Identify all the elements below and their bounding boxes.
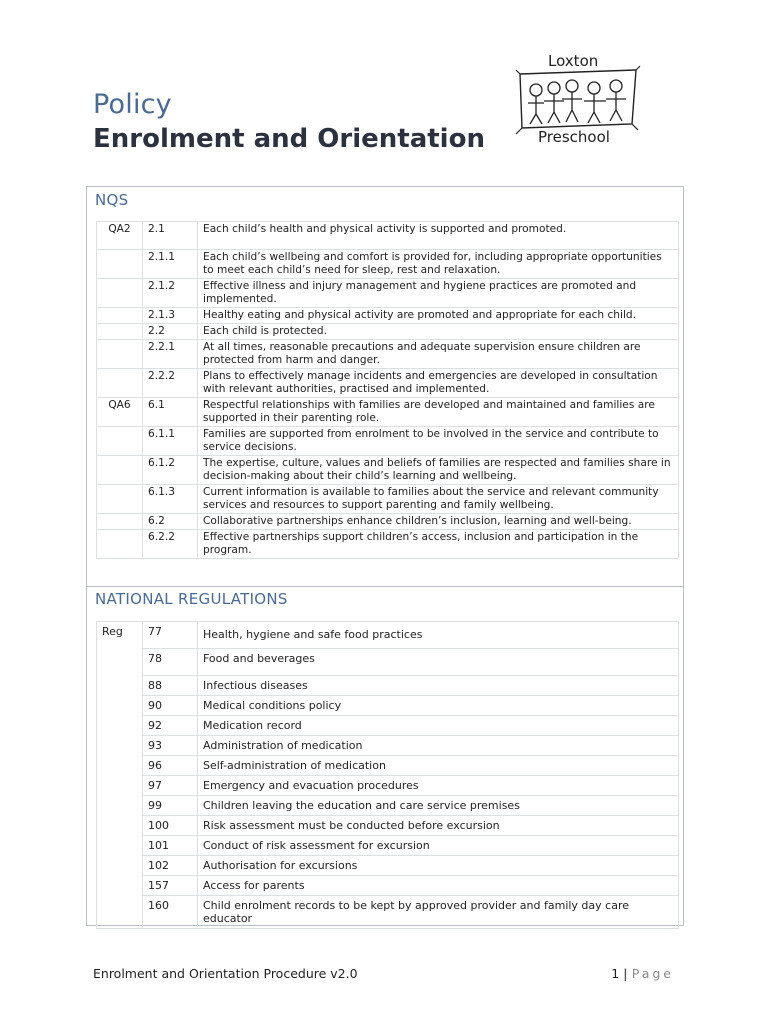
quality-area-cell bbox=[97, 485, 143, 514]
quality-area-cell bbox=[97, 279, 143, 308]
standard-code-cell: 2.2 bbox=[143, 324, 198, 340]
preschool-logo bbox=[514, 46, 642, 146]
table-row bbox=[97, 736, 679, 756]
standard-code-cell: 2.1.3 bbox=[143, 308, 198, 324]
table-row bbox=[97, 776, 679, 796]
page-separator: | bbox=[623, 966, 628, 981]
standard-code-cell: 6.1.3 bbox=[143, 485, 198, 514]
reg-number-cell: 92 bbox=[143, 716, 198, 736]
standard-code-cell: 6.1.1 bbox=[143, 427, 198, 456]
reg-number-cell: 88 bbox=[143, 676, 198, 696]
reg-number-cell: 93 bbox=[143, 736, 198, 756]
logo-drawing bbox=[514, 46, 642, 146]
table-row bbox=[97, 369, 679, 398]
standard-code-cell: 2.1.1 bbox=[143, 250, 198, 279]
reg-text-cell: Risk assessment must be conducted before excursion bbox=[198, 816, 679, 836]
quality-area-cell bbox=[97, 308, 143, 324]
reg-number-cell: 102 bbox=[143, 856, 198, 876]
table-row bbox=[97, 485, 679, 514]
reg-text-cell: Medication record bbox=[198, 716, 679, 736]
standard-code-cell: 6.1 bbox=[143, 398, 198, 427]
reg-text-cell: Children leaving the education and care service premises bbox=[198, 796, 679, 816]
table-row bbox=[97, 856, 679, 876]
quality-area-cell bbox=[97, 456, 143, 485]
standard-text-cell: Respectful relationships with families are developed and maintained and families are supported in their parenting role. bbox=[198, 398, 679, 427]
standard-text-cell: Each child’s health and physical activity is supported and promoted. bbox=[198, 222, 679, 250]
quality-area-cell bbox=[97, 340, 143, 369]
table-row bbox=[97, 250, 679, 279]
reg-label-cell: Reg bbox=[97, 622, 143, 929]
table-row bbox=[97, 649, 679, 676]
standard-text-cell: Effective illness and injury management and hygiene practices are promoted and implemented. bbox=[198, 279, 679, 308]
quality-area-cell: QA2 bbox=[97, 222, 143, 250]
policy-label: Policy bbox=[93, 89, 172, 120]
standard-text-cell: At all times, reasonable precautions and adequate supervision ensure children are protected from harm and danger. bbox=[198, 340, 679, 369]
nqs-section bbox=[86, 186, 684, 586]
standard-text-cell: Each child’s wellbeing and comfort is provided for, including appropriate opportunities to meet each child’s need for sleep, rest and relaxation. bbox=[198, 250, 679, 279]
reg-number-cell: 78 bbox=[143, 649, 198, 676]
document-heading bbox=[93, 88, 485, 156]
footer-page-number bbox=[611, 966, 674, 981]
table-row bbox=[97, 796, 679, 816]
reg-number-cell: 97 bbox=[143, 776, 198, 796]
regulations-section bbox=[86, 586, 684, 926]
quality-area-cell bbox=[97, 250, 143, 279]
table-row bbox=[97, 324, 679, 340]
document-title: Enrolment and Orientation bbox=[93, 124, 485, 154]
table-row bbox=[97, 398, 679, 427]
table-row bbox=[97, 676, 679, 696]
table-row bbox=[97, 876, 679, 896]
standard-code-cell: 6.2.2 bbox=[143, 530, 198, 559]
table-row bbox=[97, 456, 679, 485]
reg-text-cell: Self-administration of medication bbox=[198, 756, 679, 776]
reg-text-cell: Authorisation for excursions bbox=[198, 856, 679, 876]
reg-number-cell: 101 bbox=[143, 836, 198, 856]
standard-code-cell: 2.2.2 bbox=[143, 369, 198, 398]
standard-text-cell: Healthy eating and physical activity are promoted and appropriate for each child. bbox=[198, 308, 679, 324]
reg-text-cell: Access for parents bbox=[198, 876, 679, 896]
reg-number-cell: 77 bbox=[143, 622, 198, 649]
regulations-section-title: NATIONAL REGULATIONS bbox=[95, 590, 288, 608]
table-row bbox=[97, 816, 679, 836]
page-number: 1 bbox=[611, 966, 620, 981]
reg-text-cell: Infectious diseases bbox=[198, 676, 679, 696]
standard-text-cell: Families are supported from enrolment to be involved in the service and contribute to service decisions. bbox=[198, 427, 679, 456]
reg-text-cell: Conduct of risk assessment for excursion bbox=[198, 836, 679, 856]
standard-code-cell: 6.2 bbox=[143, 514, 198, 530]
table-row bbox=[97, 222, 679, 250]
table-row bbox=[97, 696, 679, 716]
table-row bbox=[97, 279, 679, 308]
standard-code-cell: 2.1.2 bbox=[143, 279, 198, 308]
reg-text-cell: Health, hygiene and safe food practices bbox=[198, 622, 679, 649]
reg-text-cell: Emergency and evacuation procedures bbox=[198, 776, 679, 796]
nqs-section-title: NQS bbox=[95, 191, 129, 209]
quality-area-cell: QA6 bbox=[97, 398, 143, 427]
quality-area-cell bbox=[97, 427, 143, 456]
standard-code-cell: 2.1 bbox=[143, 222, 198, 250]
quality-area-cell bbox=[97, 324, 143, 340]
standard-text-cell: Plans to effectively manage incidents and emergencies are developed in consultation with relevant authorities, practised and implemented. bbox=[198, 369, 679, 398]
reg-number-cell: 90 bbox=[143, 696, 198, 716]
reg-text-cell: Administration of medication bbox=[198, 736, 679, 756]
table-row bbox=[97, 896, 679, 929]
table-row bbox=[97, 514, 679, 530]
reg-text-cell: Child enrolment records to be kept by approved provider and family day care educator bbox=[198, 896, 679, 929]
standard-text-cell: Current information is available to families about the service and relevant community services and resources to support parenting and family wellbeing. bbox=[198, 485, 679, 514]
logo-top-text: Loxton bbox=[548, 52, 599, 70]
standard-text-cell: Collaborative partnerships enhance children’s inclusion, learning and well-being. bbox=[198, 514, 679, 530]
reg-number-cell: 160 bbox=[143, 896, 198, 929]
footer-document-name: Enrolment and Orientation Procedure v2.0 bbox=[93, 966, 358, 981]
regulations-table bbox=[96, 621, 679, 929]
reg-text-cell: Food and beverages bbox=[198, 649, 679, 676]
quality-area-cell bbox=[97, 530, 143, 559]
quality-area-cell bbox=[97, 514, 143, 530]
table-row bbox=[97, 622, 679, 649]
logo-bottom-text: Preschool bbox=[538, 128, 610, 146]
table-row bbox=[97, 340, 679, 369]
reg-text-cell: Medical conditions policy bbox=[198, 696, 679, 716]
page-label: Page bbox=[631, 966, 674, 981]
quality-area-cell bbox=[97, 369, 143, 398]
nqs-table bbox=[96, 221, 679, 559]
standard-text-cell: The expertise, culture, values and beliefs of families are respected and families share in decision-making about their child’s learning and wellbeing. bbox=[198, 456, 679, 485]
reg-number-cell: 157 bbox=[143, 876, 198, 896]
table-row bbox=[97, 756, 679, 776]
table-row bbox=[97, 427, 679, 456]
standard-code-cell: 6.1.2 bbox=[143, 456, 198, 485]
table-row bbox=[97, 716, 679, 736]
standard-code-cell: 2.2.1 bbox=[143, 340, 198, 369]
reg-number-cell: 96 bbox=[143, 756, 198, 776]
standard-text-cell: Each child is protected. bbox=[198, 324, 679, 340]
standard-text-cell: Effective partnerships support children’s access, inclusion and participation in the program. bbox=[198, 530, 679, 559]
table-row bbox=[97, 308, 679, 324]
table-row bbox=[97, 836, 679, 856]
table-row bbox=[97, 530, 679, 559]
reg-number-cell: 100 bbox=[143, 816, 198, 836]
reg-number-cell: 99 bbox=[143, 796, 198, 816]
